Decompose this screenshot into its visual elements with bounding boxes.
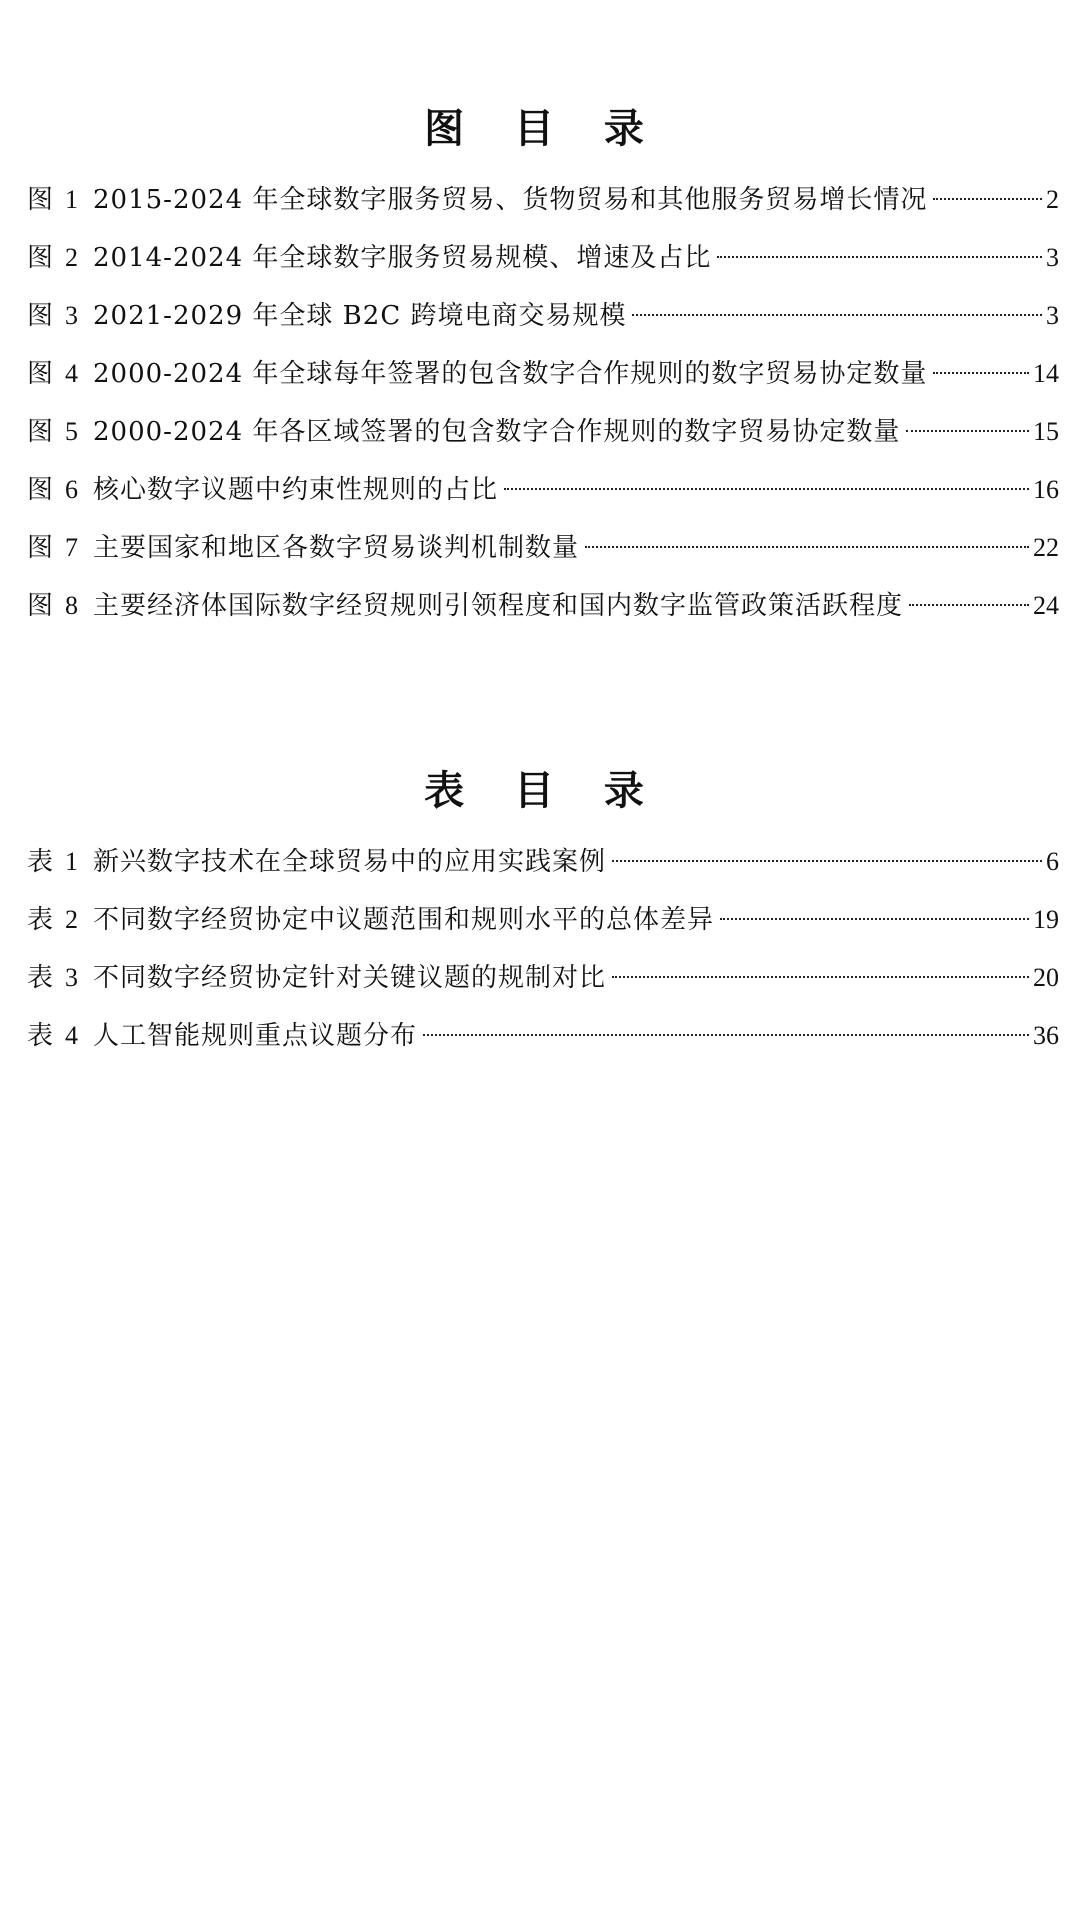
dot-leader <box>909 604 1029 606</box>
figure-toc-entry[interactable] <box>27 519 1059 577</box>
dot-leader <box>906 430 1029 432</box>
entry-label: 新兴数字技术在全球贸易中的应用实践案例 <box>93 847 607 877</box>
entry-page-number: 3 <box>1046 243 1059 272</box>
entry-prefix: 表 <box>27 847 56 877</box>
figure-toc-entry[interactable] <box>27 171 1059 229</box>
entry-page-number: 3 <box>1046 301 1059 330</box>
table-toc-title: 表 目 录 <box>424 768 662 814</box>
entry-label: 2000-2024 年全球每年签署的包含数字合作规则的数字贸易协定数量 <box>93 359 928 389</box>
figure-toc-entry[interactable] <box>27 229 1059 287</box>
entry-prefix: 表 <box>27 963 56 993</box>
entry-label: 不同数字经贸协定中议题范围和规则水平的总体差异 <box>93 905 715 935</box>
entry-page-number: 6 <box>1046 847 1059 876</box>
entry-number: 1 <box>65 847 80 876</box>
dot-leader <box>612 860 1042 862</box>
entry-page-number: 22 <box>1033 533 1059 562</box>
figure-toc-entry[interactable] <box>27 345 1059 403</box>
entry-page-number: 16 <box>1033 475 1059 504</box>
table-toc-section <box>27 763 1059 1065</box>
entry-label: 2021-2029 年全球 B2C 跨境电商交易规模 <box>93 301 627 331</box>
figure-toc-entry[interactable] <box>27 287 1059 345</box>
entry-number: 5 <box>65 417 80 446</box>
table-toc-entry[interactable] <box>27 1007 1059 1065</box>
entry-page-number: 14 <box>1033 359 1059 388</box>
dot-leader <box>933 198 1042 200</box>
figure-toc-entry[interactable] <box>27 403 1059 461</box>
dot-leader <box>504 488 1029 490</box>
table-toc-entry[interactable] <box>27 833 1059 891</box>
figure-toc-entry[interactable] <box>27 461 1059 519</box>
entry-label: 人工智能规则重点议题分布 <box>93 1021 418 1051</box>
entry-number: 4 <box>65 359 80 388</box>
entry-page-number: 20 <box>1033 963 1059 992</box>
entry-number: 4 <box>65 1021 80 1050</box>
table-toc-list <box>27 833 1059 1065</box>
entry-number: 3 <box>65 963 80 992</box>
entry-label: 2015-2024 年全球数字服务贸易、货物贸易和其他服务贸易增长情况 <box>93 185 928 215</box>
entry-prefix: 图 <box>27 301 56 331</box>
table-toc-entry[interactable] <box>27 949 1059 1007</box>
entry-number: 6 <box>65 475 80 504</box>
entry-number: 1 <box>65 185 80 214</box>
entry-page-number: 24 <box>1033 591 1059 620</box>
dot-leader <box>632 314 1042 316</box>
entry-prefix: 图 <box>27 185 56 215</box>
entry-label: 主要国家和地区各数字贸易谈判机制数量 <box>93 533 580 563</box>
entry-label: 不同数字经贸协定针对关键议题的规制对比 <box>93 963 607 993</box>
entry-prefix: 图 <box>27 359 56 389</box>
entry-label: 2000-2024 年各区域签署的包含数字合作规则的数字贸易协定数量 <box>93 417 901 447</box>
dot-leader <box>612 976 1029 978</box>
entry-prefix: 图 <box>27 533 56 563</box>
dot-leader <box>720 918 1029 920</box>
entry-number: 8 <box>65 591 80 620</box>
entry-prefix: 表 <box>27 1021 56 1051</box>
dot-leader <box>585 546 1029 548</box>
entry-number: 2 <box>65 243 80 272</box>
entry-prefix: 图 <box>27 591 56 621</box>
entry-prefix: 图 <box>27 417 56 447</box>
entry-label: 主要经济体国际数字经贸规则引领程度和国内数字监管政策活跃程度 <box>93 591 904 621</box>
entry-number: 3 <box>65 301 80 330</box>
entry-page-number: 15 <box>1033 417 1059 446</box>
entry-page-number: 19 <box>1033 905 1059 934</box>
table-toc-entry[interactable] <box>27 891 1059 949</box>
entry-number: 2 <box>65 905 80 934</box>
figure-toc-section <box>27 101 1059 635</box>
figure-toc-list <box>27 171 1059 635</box>
entry-number: 7 <box>65 533 80 562</box>
entry-prefix: 图 <box>27 243 56 273</box>
entry-page-number: 36 <box>1033 1021 1059 1050</box>
entry-label: 2014-2024 年全球数字服务贸易规模、增速及占比 <box>93 243 712 273</box>
entry-page-number: 2 <box>1046 185 1059 214</box>
entry-label: 核心数字议题中约束性规则的占比 <box>93 475 499 505</box>
figure-toc-entry[interactable] <box>27 577 1059 635</box>
dot-leader <box>717 256 1042 258</box>
entry-prefix: 图 <box>27 475 56 505</box>
dot-leader <box>933 372 1029 374</box>
entry-prefix: 表 <box>27 905 56 935</box>
dot-leader <box>423 1034 1029 1036</box>
figure-toc-title: 图 目 录 <box>424 106 662 152</box>
